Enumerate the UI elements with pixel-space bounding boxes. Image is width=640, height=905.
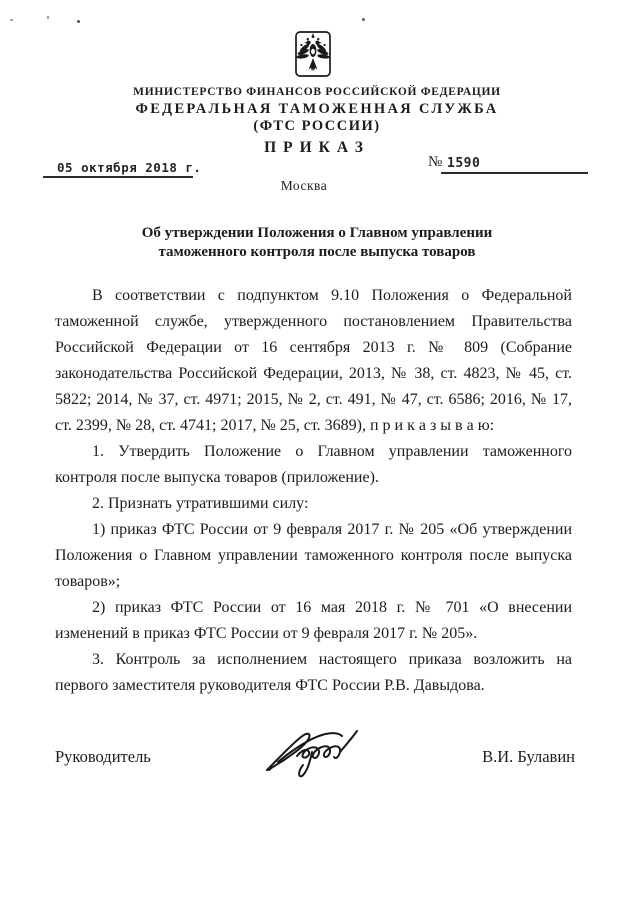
city-label: Москва: [280, 178, 328, 193]
title-line-2: таможенного контроля после выпуска товаров: [158, 244, 476, 260]
paragraph-item-1: 1. Утвердить Положение о Главном управлении таможенного контроля после выпуска товаров (приложение).: [55, 443, 572, 486]
handwritten-signature-icon: [264, 724, 368, 784]
scan-speck: [77, 20, 80, 23]
russia-coat-of-arms-icon: [295, 31, 331, 77]
scan-speck: [362, 18, 365, 21]
paragraph-subitem-2: 2) приказ ФТС России от 16 мая 2018 г. № 701 «О внесении изменений в приказ ФТС России от 9 февраля 2017 г. № 205».: [55, 599, 572, 642]
document-title: [3, 224, 631, 262]
number-underline: [441, 172, 588, 174]
number-sign: №: [428, 154, 443, 170]
signer-name: В.И. Булавин: [482, 747, 575, 766]
document-body: [55, 283, 572, 699]
paragraph-preamble: В соответствии с подпунктом 9.10 Положения о Федеральной таможенной службе, утвержденного постановлением Правительства Российской Федерации от 16 сентября 2013 г. № 809 (Собрание законодательства Российской Федерации, 2013, № 38, ст. 4823, № 45, ст. 5822; 2014, № 37, ст. 4971; 2015, № 2, ст. 491, № 47, ст. 6586; 2016, № 17, ст. 2399, № 28, ст. 4741; 2017, № 25, ст. 3689), п р и к а з ы в а ю:: [55, 287, 572, 434]
paragraph-subitem-1: 1) приказ ФТС России от 9 февраля 2017 г. № 205 «Об утверждении Положения о Главном управлении таможенного контроля после выпуска товаров»;: [55, 521, 572, 590]
agency-name: ФЕДЕРАЛЬНАЯ ТАМОЖЕННАЯ СЛУЖБА: [135, 101, 499, 117]
ministry-name: МИНИСТЕРСТВО ФИНАНСОВ РОССИЙСКОЙ ФЕДЕРАЦИИ: [133, 86, 501, 98]
paragraph-item-3: 3. Контроль за исполнением настоящего приказа возложить на первого заместителя руководителя ФТС России Р.В. Давыдова.: [55, 651, 572, 694]
title-line-1: Об утверждении Положения о Главном управлении: [141, 225, 493, 241]
agency-short-name: (ФТС РОССИИ): [253, 118, 381, 134]
paragraph-item-2: 2. Признать утратившими силу:: [92, 495, 309, 512]
scan-speck: [10, 19, 13, 21]
signer-position: Руководитель: [55, 747, 151, 766]
scan-speck: [47, 16, 49, 19]
document-number: 1590: [447, 156, 481, 171]
document-type-heading: ПРИКАЗ: [264, 139, 370, 156]
document-date: 05 октября 2018 г.: [57, 160, 202, 175]
